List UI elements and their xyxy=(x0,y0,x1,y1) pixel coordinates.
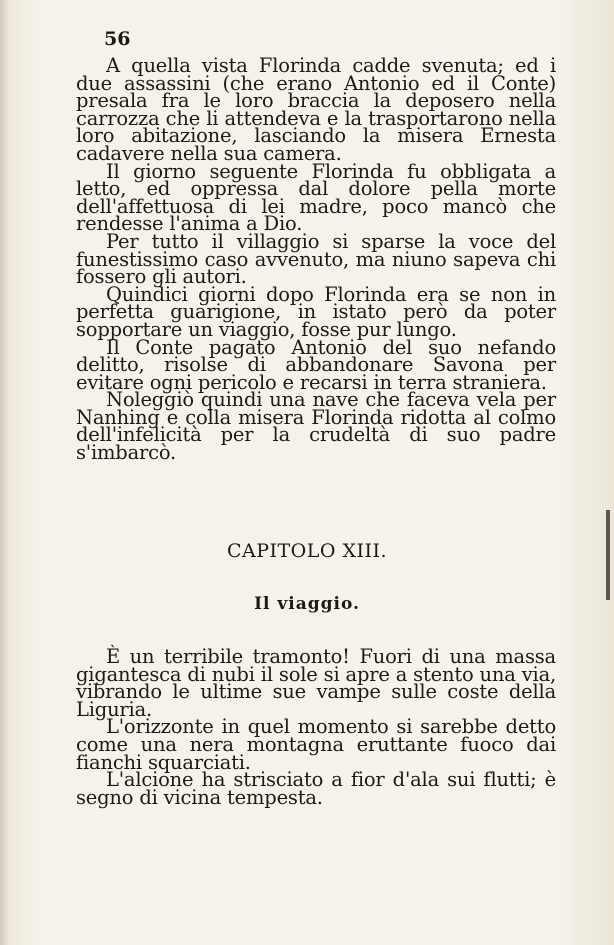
paragraph: Il Conte pagato Antonio del suo nefando delitto, risolse di abbandonare Savona per evitare ogni pericolo e recarsi in terra straniera. xyxy=(76,335,556,394)
paragraph: È un terribile tramonto! Fuori di una massa gigantesca di nubi il sole si apre a stento una via, vibrando le ultime sue vampe sulle coste della Liguria. xyxy=(76,645,556,721)
paragraph: L'orizzonte in quel momento si sarebbe detto come una nera montagna eruttante fuoco dai fianchi squarciati. xyxy=(76,715,556,774)
text-before-chapter xyxy=(76,54,556,465)
paragraph: Per tutto il villaggio si sparse la voce del funestissimo caso avvenuto, ma niuno sapeva chi fossero gli autori. xyxy=(76,229,556,289)
chapter-title: CAPITOLO XIII. xyxy=(226,540,388,562)
chapter-subtitle: Il viaggio. xyxy=(254,594,360,614)
paragraph: A quella vista Florinda cadde svenuta; ed i due assassini (che erano Antonio ed il Conte) presala fra le loro braccia la deposero nella carrozza che li attendeva e la trasportarono nella loro abitazione, lasciando la misera Ernesta cadavere nella sua camera. xyxy=(76,54,556,165)
paragraph: L'alcione ha strisciato a fior d'ala sui flutti; è segno di vicina tempesta. xyxy=(76,768,556,809)
page-number: 56 xyxy=(104,28,131,50)
paragraph: Quindici giorni dopo Florinda era se non in perfetta guarigione, in istato però da poter sopportare un viaggio, fosse pur lungo. xyxy=(76,282,556,341)
paragraph: Il giorno seguente Florinda fu obbligata a letto, ed oppressa dal dolore pella morte dell'affettuosa di lei madre, poco mancò che rendesse l'anima a Dio. xyxy=(76,159,556,236)
paragraph: Noleggiò quindi una nave che faceva vela per Nanhing e colla misera Florinda ridotta al colmo dell'infelicità per la crudeltà di suo padre s'imbarcò. xyxy=(76,388,556,465)
page-binding-edge xyxy=(0,0,10,945)
text-after-chapter xyxy=(76,645,556,809)
